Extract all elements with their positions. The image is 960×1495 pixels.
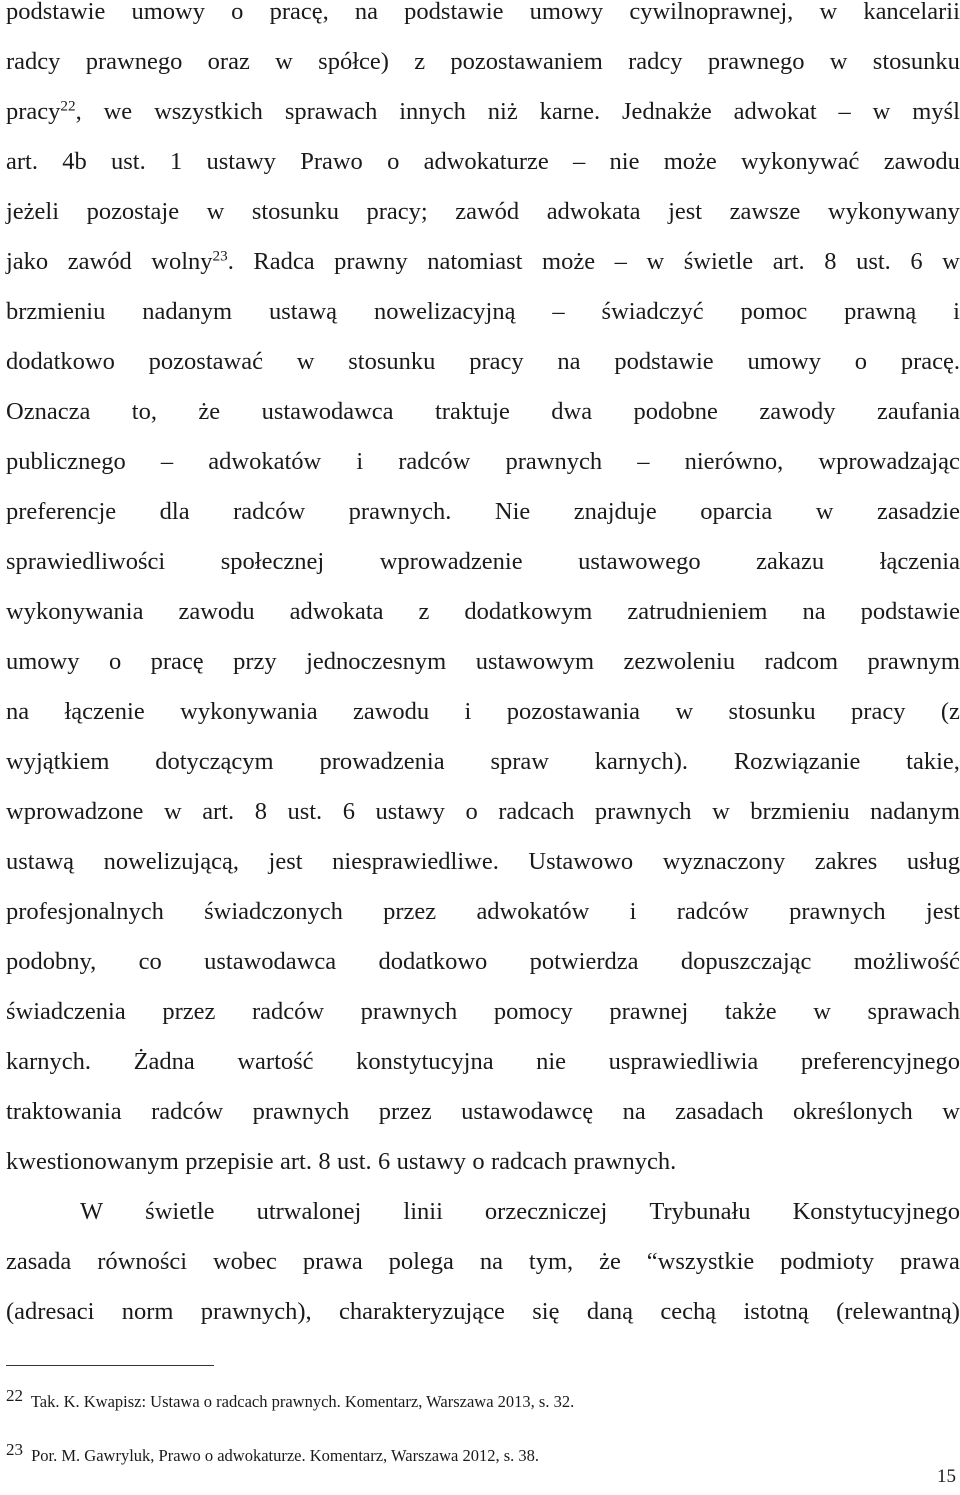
footnote-23: [6, 1440, 539, 1466]
text-line: zasada równości wobec prawa polega na tym, że “wszystkie podmioty prawa: [6, 1248, 960, 1275]
text-line: (adresaci norm prawnych), charakteryzujące się daną cechą istotną (relewantną): [6, 1298, 960, 1325]
text-line: dodatkowo pozostawać w stosunku pracy na podstawie umowy o pracę.: [6, 348, 960, 375]
text-line: radcy prawnego oraz w spółce) z pozostawaniem radcy prawnego w stosunku: [6, 48, 960, 75]
footnote-text: Tak. K. Kwapisz: Ustawa o radcach prawnych. Komentarz, Warszawa 2013, s. 32.: [30, 1391, 575, 1411]
text-line: umowy o pracę przy jednoczesnym ustawowym zezwoleniu radcom prawnym: [6, 648, 960, 675]
text-line: karnych. Żadna wartość konstytucyjna nie usprawiedliwia preferencyjnego: [6, 1048, 960, 1075]
text-line: brzmieniu nadanym ustawą nowelizacyjną – świadczyć pomoc prawną i: [6, 298, 960, 325]
text-line: Oznacza to, że ustawodawca traktuje dwa podobne zawody zaufania: [6, 398, 960, 425]
text-line: pracy$^{22}$, we wszystkich sprawach innych niż karne. Jednakże adwokat – w myśl: [6, 97, 960, 125]
footnote-text: Por. M. Gawryluk, Prawo o adwokaturze. Komentarz, Warszawa 2012, s. 38.: [31, 1445, 540, 1465]
text-line: profesjonalnych świadczonych przez adwokatów i radców prawnych jest: [6, 898, 960, 925]
page-number: 15: [937, 1466, 956, 1487]
footnote-number: 22: [6, 1386, 23, 1405]
text-line: preferencje dla radców prawnych. Nie znajduje oparcia w zasadzie: [6, 498, 960, 525]
text-line: świadczenia przez radców prawnych pomocy prawnej także w sprawach: [6, 998, 960, 1025]
text-line: podobny, co ustawodawca dodatkowo potwierdza dopuszczając możliwość: [6, 948, 960, 975]
footnote-22: [6, 1386, 574, 1412]
text-line: jako zawód wolny$^{23}$. Radca prawny natomiast może – w świetle art. 8 ust. 6 w: [6, 247, 960, 275]
footnote-separator: [6, 1365, 214, 1366]
text-line: podstawie umowy o pracę, na podstawie umowy cywilnoprawnej, w kancelarii: [6, 0, 960, 25]
text-line: ustawą nowelizującą, jest niesprawiedliwe. Ustawowo wyznaczony zakres usług: [6, 848, 960, 875]
text-line: jeżeli pozostaje w stosunku pracy; zawód adwokata jest zawsze wykonywany: [6, 198, 960, 225]
text-line: sprawiedliwości społecznej wprowadzenie ustawowego zakazu łączenia: [6, 548, 960, 575]
text-line: kwestionowanym przepisie art. 8 ust. 6 ustawy o radcach prawnych.: [6, 1148, 677, 1175]
text-line: publicznego – adwokatów i radców prawnych – nierówno, wprowadzając: [6, 448, 960, 475]
text-line: traktowania radców prawnych przez ustawodawcę na zasadach określonych w: [6, 1098, 960, 1125]
text-line: na łączenie wykonywania zawodu i pozostawania w stosunku pracy (z: [6, 698, 960, 725]
document-body: [6, 0, 960, 1337]
footnote-number: 23: [6, 1440, 23, 1459]
text-line: art. 4b ust. 1 ustawy Prawo o adwokaturze – nie może wykonywać zawodu: [6, 148, 960, 175]
text-line: wprowadzone w art. 8 ust. 6 ustawy o radcach prawnych w brzmieniu nadanym: [6, 798, 960, 825]
text-line: W świetle utrwalonej linii orzeczniczej Trybunału Konstytucyjnego: [80, 1198, 960, 1225]
text-line: wykonywania zawodu adwokata z dodatkowym zatrudnieniem na podstawie: [6, 598, 960, 625]
text-line: wyjątkiem dotyczącym prowadzenia spraw karnych). Rozwiązanie takie,: [6, 748, 960, 775]
